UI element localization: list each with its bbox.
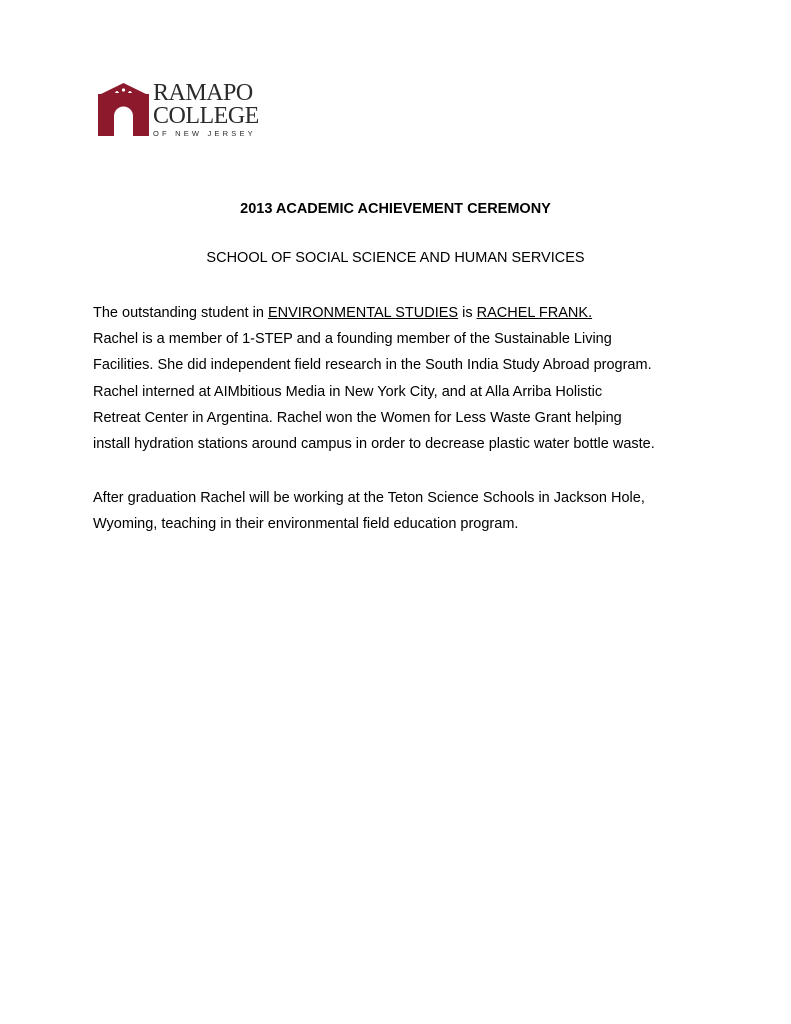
logo-new-jersey-text: OF NEW JERSEY bbox=[153, 129, 256, 138]
intro-line bbox=[93, 300, 713, 326]
paragraph-line: Rachel interned at AIMbitious Media in New York City, and at Alla Arriba Holistic bbox=[93, 383, 603, 400]
paragraph-line: Rachel is a member of 1-STEP and a founding member of the Sustainable Living bbox=[93, 331, 612, 348]
paragraph-line: Facilities. She did independent field research in the South India Study Abroad program. bbox=[93, 357, 652, 374]
logo-wordmark bbox=[153, 82, 259, 138]
ceremony-title: 2013 ACADEMIC ACHIEVEMENT CEREMONY bbox=[240, 201, 551, 217]
college-arch-icon bbox=[97, 82, 151, 136]
logo-ramapo-text: RAMAPO bbox=[153, 80, 253, 106]
paragraph-line: Retreat Center in Argentina. Rachel won the Women for Less Waste Grant helping bbox=[93, 409, 622, 426]
intro-prefix: The outstanding student in bbox=[93, 305, 268, 321]
student-name: RACHEL FRANK. bbox=[476, 305, 593, 321]
paragraph-line: install hydration stations around campus in order to decrease plastic water bottle waste. bbox=[93, 436, 655, 453]
graduation-paragraph bbox=[93, 485, 713, 537]
logo-college-text: COLLEGE bbox=[153, 103, 259, 129]
paragraph-line: Wyoming, teaching in their environmental field education program. bbox=[93, 516, 519, 533]
paragraph-line: After graduation Rachel will be working at the Teton Science Schools in Jackson Hole, bbox=[93, 490, 645, 506]
ramapo-college-logo bbox=[97, 82, 262, 138]
intro-middle: is bbox=[458, 305, 477, 321]
student-paragraph bbox=[93, 300, 713, 457]
program-name: ENVIRONMENTAL STUDIES bbox=[267, 305, 459, 321]
school-heading: SCHOOL OF SOCIAL SCIENCE AND HUMAN SERVICES bbox=[206, 250, 585, 266]
